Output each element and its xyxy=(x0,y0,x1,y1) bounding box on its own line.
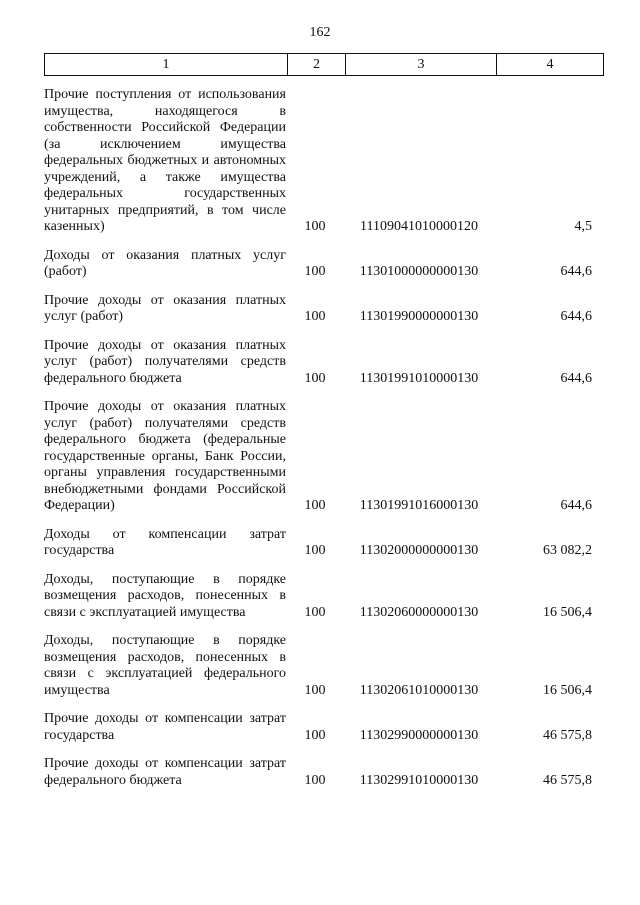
row-name: Доходы от оказания платных услуг (работ) xyxy=(44,247,286,279)
row-budget-code: 11302000000000130 xyxy=(359,543,479,558)
row-budget-code: 11302991010000130 xyxy=(359,772,479,788)
row-budget-code: 11302990000000130 xyxy=(359,727,479,743)
income-table-body xyxy=(44,87,600,789)
row-budget-code: 11301000000000130 xyxy=(359,264,479,279)
row-name: Прочие доходы от оказания платных услуг (работ) получателями средств федерального бюджета (федеральные государственные органы, Банк России, органы управления государственными внебюджетными фондами Российской Федерации) xyxy=(44,399,286,513)
row-budget-code: 11301990000000130 xyxy=(359,309,479,324)
row-admin-code: 100 xyxy=(304,727,326,743)
row-amount: 4,5 xyxy=(574,219,592,234)
row-admin-code: 100 xyxy=(304,604,326,620)
row-amount: 63 082,2 xyxy=(543,543,592,558)
table-row xyxy=(44,87,600,236)
row-amount: 644,6 xyxy=(560,498,592,513)
row-amount: 644,6 xyxy=(560,370,592,386)
row-name: Прочие поступления от использования имущества, находящегося в собственности Российской Федерации (за исключением имущества федеральных бюджетных и автономных учреждений, а также имущества федеральных государственных унитарных предприятий, в том числе казенных) xyxy=(44,87,286,234)
table-row xyxy=(44,572,600,622)
table-row xyxy=(44,527,600,560)
row-budget-code: 11301991010000130 xyxy=(359,370,479,386)
table-row xyxy=(44,293,600,326)
table-row xyxy=(44,711,600,744)
row-amount: 46 575,8 xyxy=(543,727,592,743)
row-budget-code: 11302060000000130 xyxy=(359,604,479,620)
column-header-3: 3 xyxy=(346,54,497,76)
row-admin-code: 100 xyxy=(304,264,326,279)
row-budget-code: 11301991016000130 xyxy=(359,498,479,513)
column-header-row xyxy=(45,54,604,76)
column-header-1: 1 xyxy=(45,54,288,76)
row-admin-code: 100 xyxy=(304,682,326,698)
row-admin-code: 100 xyxy=(304,772,326,788)
column-header-4: 4 xyxy=(497,54,604,76)
table-row xyxy=(44,248,600,281)
row-amount: 16 506,4 xyxy=(543,682,592,698)
column-header-table xyxy=(44,53,604,76)
row-admin-code: 100 xyxy=(304,219,326,234)
table-row xyxy=(44,633,600,699)
row-amount: 644,6 xyxy=(560,309,592,324)
row-name: Прочие доходы от оказания платных услуг (работ) получателями средств федерального бюджета xyxy=(44,337,286,386)
row-name: Прочие доходы от оказания платных услуг (работ) xyxy=(44,292,286,324)
row-name: Прочие доходы от компенсации затрат государства xyxy=(44,711,286,743)
row-name: Доходы, поступающие в порядке возмещения расходов, понесенных в связи с эксплуатацией федерального имущества xyxy=(44,633,286,698)
row-amount: 16 506,4 xyxy=(543,604,592,620)
row-name: Доходы, поступающие в порядке возмещения расходов, понесенных в связи с эксплуатацией имущества xyxy=(44,571,286,620)
row-amount: 46 575,8 xyxy=(543,772,592,788)
page-number: 162 xyxy=(309,25,331,40)
table-row xyxy=(44,399,600,515)
row-budget-code: 11109041010000120 xyxy=(360,219,478,234)
row-admin-code: 100 xyxy=(304,498,326,513)
row-admin-code: 100 xyxy=(304,370,326,386)
row-name: Прочие доходы от компенсации затрат федерального бюджета xyxy=(44,756,286,788)
table-row xyxy=(44,338,600,388)
table-row xyxy=(44,756,600,789)
row-budget-code: 11302061010000130 xyxy=(359,682,479,698)
row-admin-code: 100 xyxy=(304,309,326,324)
column-header-2: 2 xyxy=(288,54,346,76)
row-amount: 644,6 xyxy=(560,264,592,279)
row-name: Доходы от компенсации затрат государства xyxy=(44,526,286,558)
row-admin-code: 100 xyxy=(304,543,326,558)
